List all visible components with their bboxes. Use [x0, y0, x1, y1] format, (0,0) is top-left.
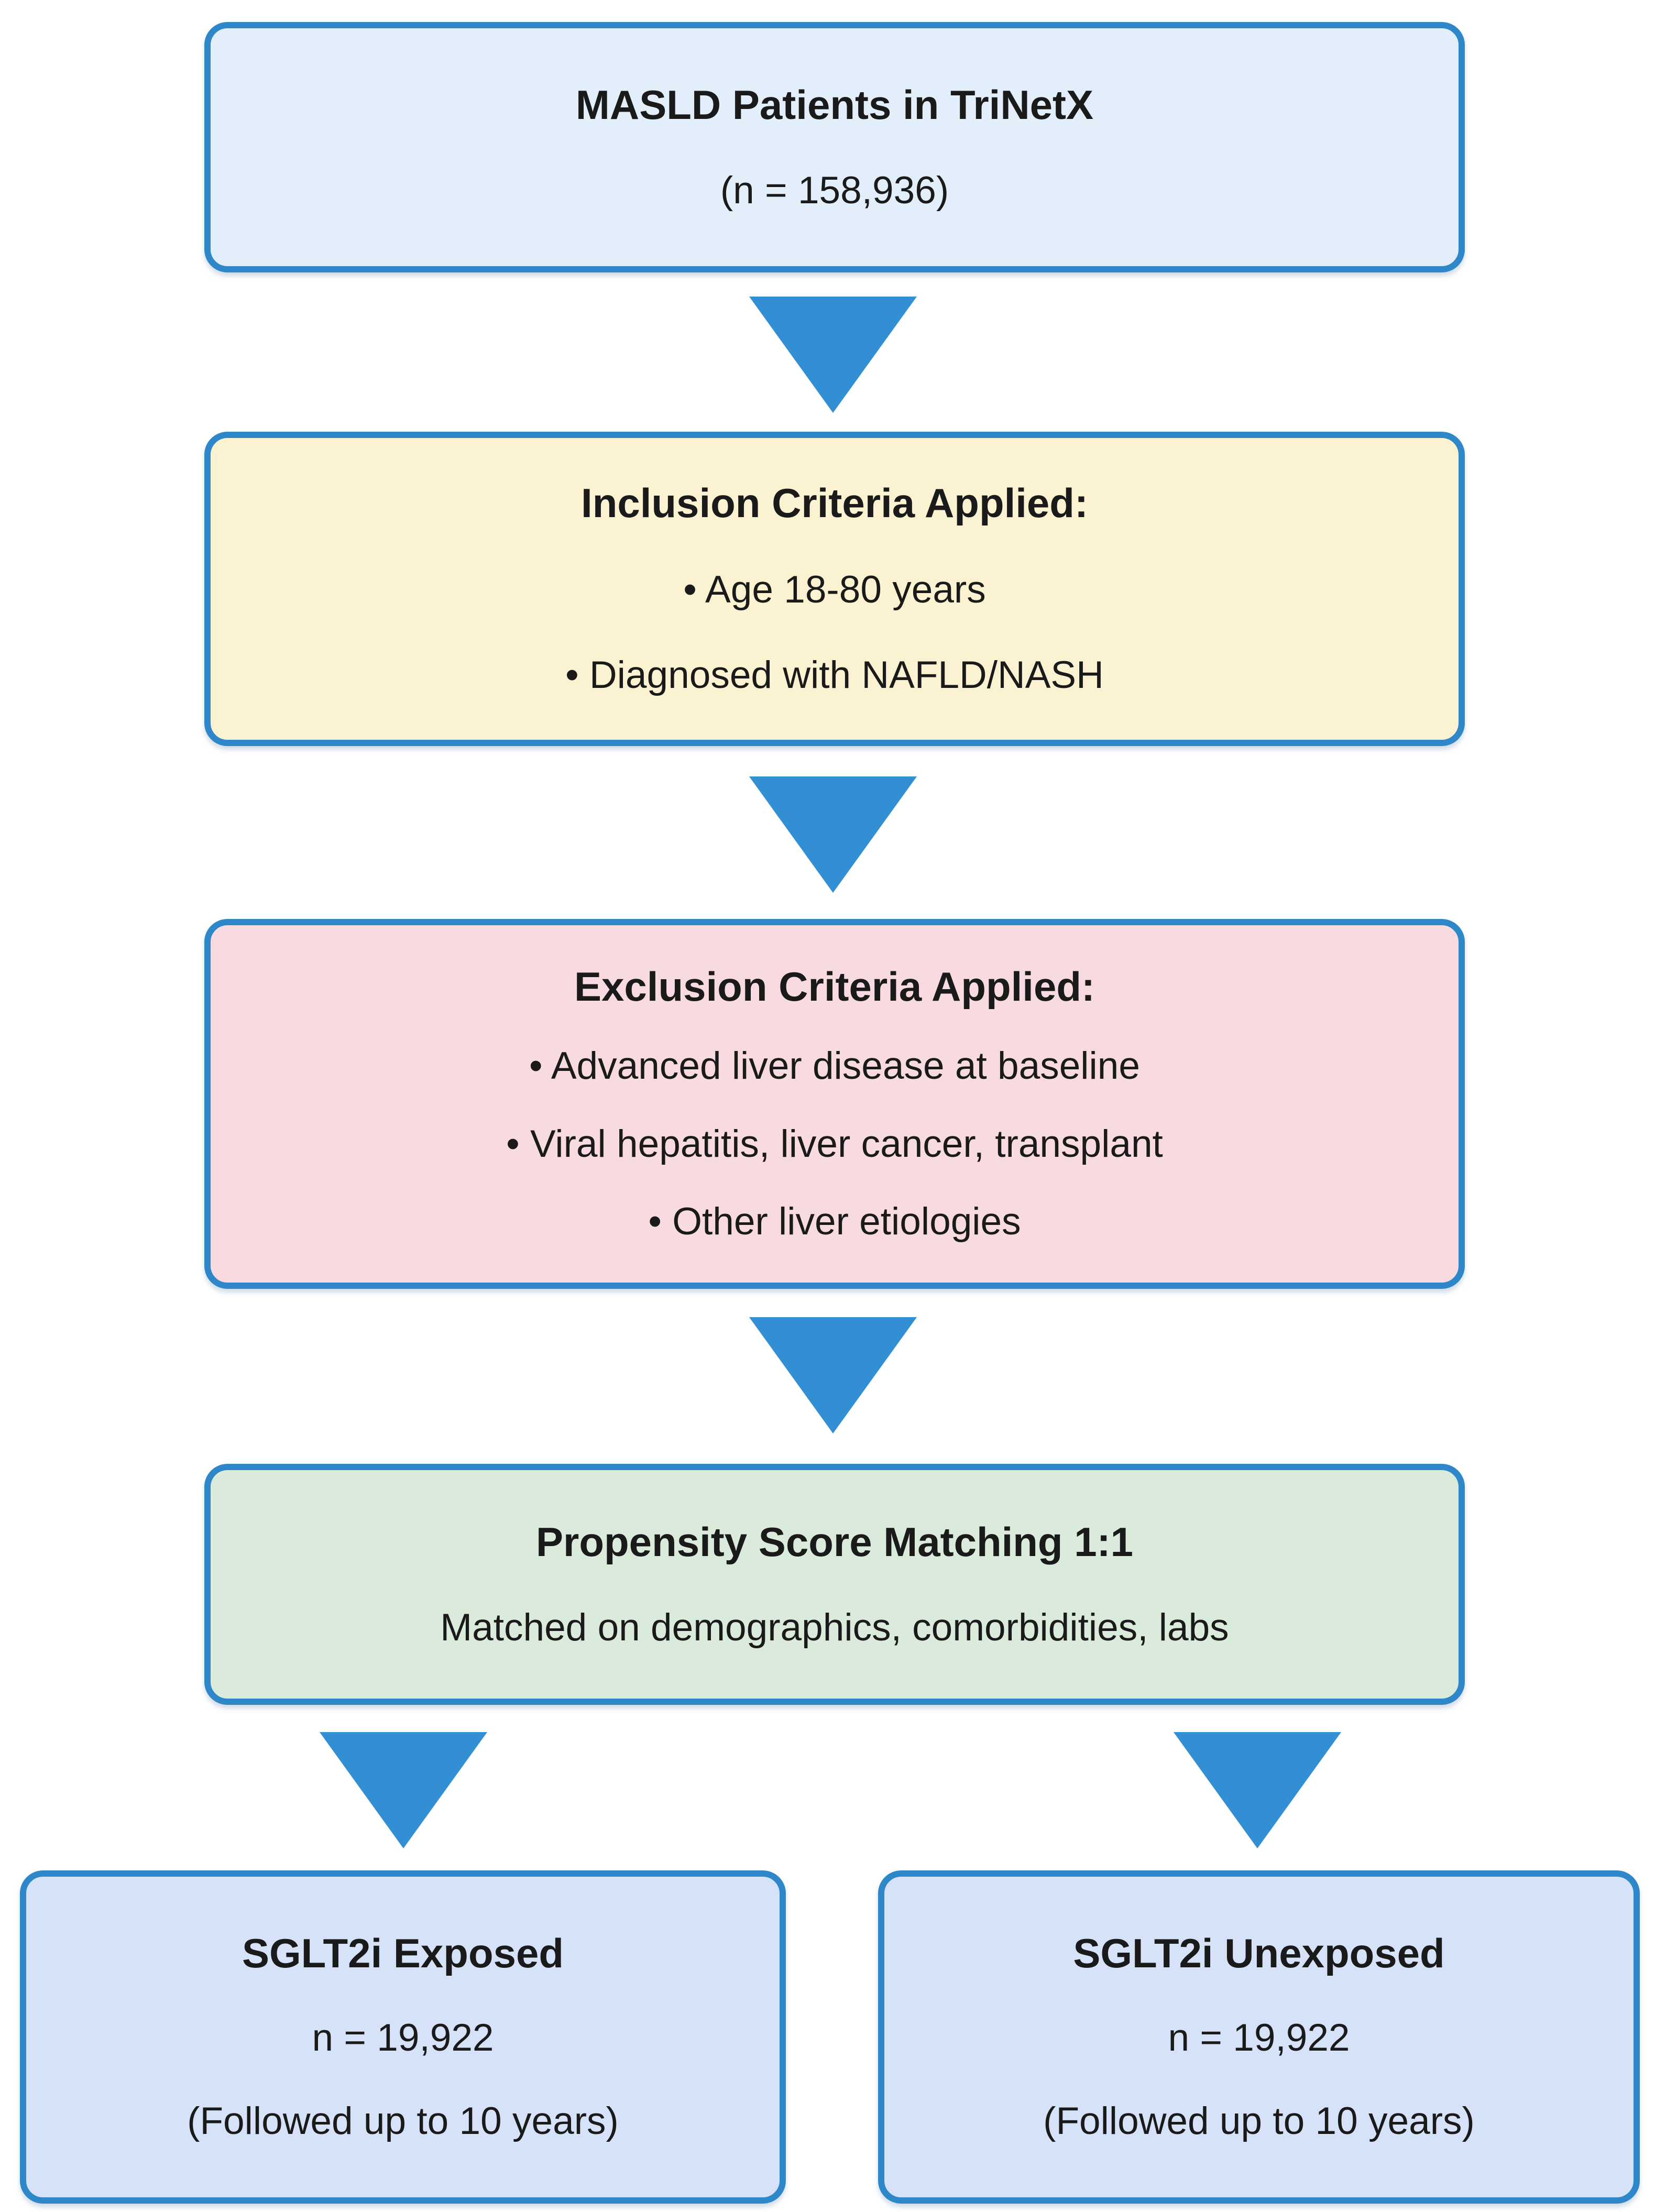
unexposed-box-count: n = 19,922	[1168, 2017, 1350, 2060]
masld-box-count: (n = 158,936)	[720, 169, 949, 212]
exposed-box-title: SGLT2i Exposed	[242, 1930, 564, 1977]
exposed-box-followup: (Followed up to 10 years)	[187, 2099, 619, 2142]
unexposed-box-followup: (Followed up to 10 years)	[1043, 2099, 1475, 2142]
inclusion-item: • Age 18-80 years	[683, 568, 986, 611]
propensity-matching-box	[204, 1464, 1465, 1705]
exclusion-item: • Other liver etiologies	[648, 1200, 1021, 1243]
exclusion-item: • Advanced liver disease at baseline	[529, 1044, 1140, 1087]
inclusion-criteria-box	[204, 432, 1465, 746]
sglt2i-exposed-box	[20, 1870, 786, 2204]
down-arrow-icon	[749, 297, 917, 413]
exposed-box-count: n = 19,922	[312, 2017, 494, 2060]
down-arrow-icon	[1174, 1732, 1341, 1848]
matching-box-title: Propensity Score Matching 1:1	[536, 1518, 1133, 1565]
exclusion-criteria-box	[204, 919, 1465, 1289]
down-arrow-icon	[749, 776, 917, 893]
inclusion-box-title: Inclusion Criteria Applied:	[581, 480, 1088, 527]
down-arrow-icon	[320, 1732, 487, 1848]
down-arrow-icon	[749, 1317, 917, 1433]
exclusion-item: • Viral hepatitis, liver cancer, transplant	[506, 1122, 1163, 1165]
masld-box-title: MASLD Patients in TriNetX	[575, 81, 1094, 128]
sglt2i-unexposed-box	[878, 1870, 1640, 2204]
exclusion-box-title: Exclusion Criteria Applied:	[574, 963, 1095, 1010]
unexposed-box-title: SGLT2i Unexposed	[1073, 1930, 1445, 1977]
masld-patients-box	[204, 22, 1465, 272]
inclusion-item: • Diagnosed with NAFLD/NASH	[565, 653, 1104, 696]
matching-box-subtitle: Matched on demographics, comorbidities, labs	[440, 1606, 1229, 1649]
